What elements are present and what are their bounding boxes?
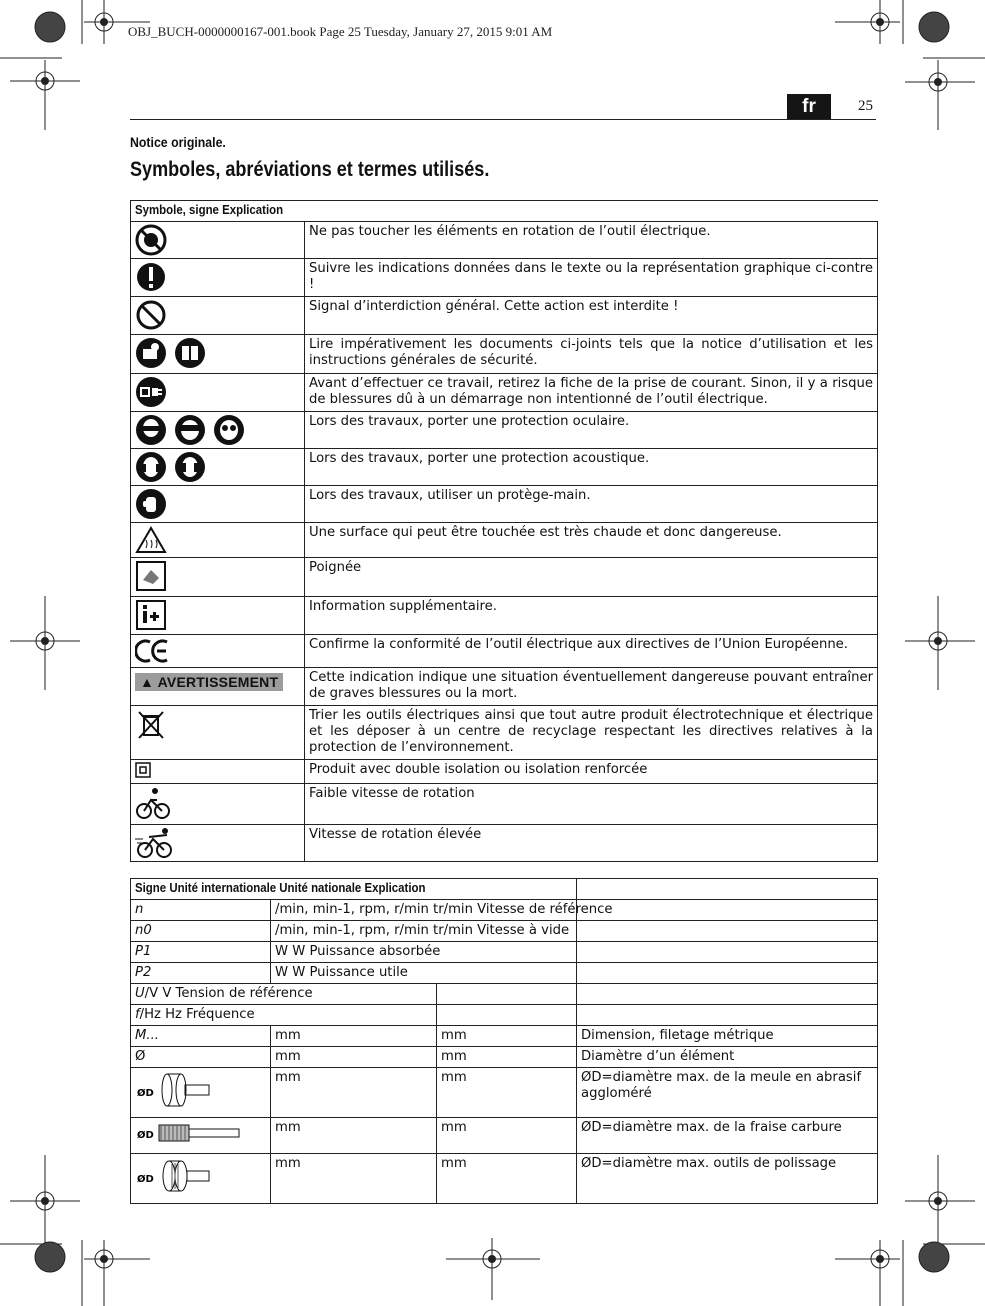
table-row: [131, 784, 878, 825]
symbol-explanation: Confirme la conformité de l’outil électrique aux directives de l’Union Européenne.: [305, 635, 878, 668]
information-book-icon: [174, 337, 206, 369]
svg-text:ØD: ØD: [137, 1130, 154, 1141]
table-row: [131, 297, 878, 335]
table-row: [131, 222, 878, 259]
symbol-explanation: Produit avec double isolation ou isolation renforcée: [305, 760, 878, 784]
table-row: [131, 335, 878, 374]
intl-unit-cell: mm: [271, 1026, 437, 1047]
table-row: [131, 1118, 878, 1154]
sign-cell: M...: [131, 1026, 271, 1047]
national-unit-cell: mm: [437, 1154, 577, 1204]
table-row: [131, 259, 878, 297]
national-unit-cell: mm: [437, 1047, 577, 1068]
table-row: [131, 921, 878, 942]
units-cell: U/V V Tension de référence: [131, 984, 437, 1005]
crossed-bin-icon: [135, 708, 167, 742]
svg-text:ØD: ØD: [137, 1088, 154, 1099]
safety-glasses-icon: [213, 414, 245, 446]
color-wheel-icon: [35, 1242, 65, 1272]
table-row: [131, 558, 878, 597]
units-cell: /min, min-1, rpm, r/min tr/min Vitesse de référence: [271, 900, 577, 921]
header-divider: [130, 119, 876, 120]
explanation-cell: ØD=diamètre max. outils de polissage: [577, 1154, 878, 1204]
symbol-explanation: Poignée: [305, 558, 878, 597]
sign-cell: P2: [131, 963, 271, 984]
sign-cell: n: [131, 900, 271, 921]
svg-text:ØD: ØD: [137, 1174, 154, 1185]
table-row: [131, 963, 878, 984]
language-badge: fr: [787, 94, 831, 120]
national-unit-cell: mm: [437, 1026, 577, 1047]
table-row: [131, 760, 878, 784]
explanation-cell: ØD=diamètre max. de la fraise carbure: [577, 1118, 878, 1154]
national-unit-cell: mm: [437, 1118, 577, 1154]
table-row: [131, 984, 878, 1005]
table-row: [131, 1005, 878, 1026]
page-number: 25: [858, 98, 873, 114]
table-row: [131, 942, 878, 963]
units-cell: W W Puissance utile: [271, 963, 577, 984]
table-row: [131, 1047, 878, 1068]
symbol-explanation: Signal d’interdiction général. Cette action est interdite !: [305, 297, 878, 335]
page-title: Symboles, abréviations et termes utilisés.: [130, 158, 490, 181]
ear-muffs-icon: [135, 451, 167, 483]
table-row: [131, 900, 878, 921]
units-table: [130, 878, 878, 1204]
symbols-table: [130, 200, 878, 862]
color-wheel-icon: [35, 12, 65, 42]
read-manual-icon: [135, 337, 167, 369]
table-row: [131, 486, 878, 523]
prohibition-icon: [135, 299, 167, 331]
face-shield-icon: [174, 414, 206, 446]
warning-badge: ▲ AVERTISSEMENT: [135, 673, 283, 691]
table-row: [131, 597, 878, 635]
national-unit-cell: mm: [437, 1068, 577, 1118]
ear-protection-icon: [174, 451, 206, 483]
symbol-explanation: Avant d’effectuer ce travail, retirez la fiche de la prise de courant. Sinon, il y a risque de blessures dû à un démarrage non intentionné de l’outil électrique.: [305, 374, 878, 412]
symbol-explanation: Information supplémentaire.: [305, 597, 878, 635]
table-row: [131, 1154, 878, 1204]
symbol-explanation: Ne pas toucher les éléments en rotation de l’outil électrique.: [305, 222, 878, 259]
table-row: [131, 523, 878, 558]
symbol-explanation: Trier les outils électriques ainsi que tout autre produit électrotechnique et électrique et les déposer à un centre de recyclage respectant les directives relatives à la protection de l’environnement.: [305, 706, 878, 760]
table-row: [131, 825, 878, 862]
table-row: [131, 706, 878, 760]
table-row: [131, 449, 878, 486]
units-cell: f/Hz Hz Fréquence: [131, 1005, 437, 1026]
sign-cell: n0: [131, 921, 271, 942]
symbol-explanation: Une surface qui peut être touchée est très chaude et donc dangereuse.: [305, 523, 878, 558]
double-insulation-icon: [135, 762, 151, 778]
glove-icon: [135, 488, 167, 520]
table-row: [131, 412, 878, 449]
table-row: [131, 668, 878, 706]
ce-mark-icon: [135, 637, 171, 665]
goggles-icon: [135, 414, 167, 446]
sign-cell: Ø: [131, 1047, 271, 1068]
symbol-explanation: Lire impérativement les documents ci-joints tels que la notice d’utilisation et les instructions générales de sécurité.: [305, 335, 878, 374]
table-row: [131, 1026, 878, 1047]
symbol-explanation: Lors des travaux, porter une protection acoustique.: [305, 449, 878, 486]
abrasive-wheel-diagram: [135, 1070, 215, 1110]
symbols-table-header: Symbole, signe Explication: [131, 201, 878, 222]
sign-cell: P1: [131, 942, 271, 963]
slow-bicycle-icon: [135, 786, 171, 820]
intl-unit-cell: mm: [271, 1047, 437, 1068]
symbol-explanation: Vitesse de rotation élevée: [305, 825, 878, 862]
carbide-cutter-diagram: [135, 1120, 245, 1146]
explanation-cell: Diamètre d’un élément: [577, 1047, 878, 1068]
symbol-explanation: Lors des travaux, porter une protection oculaire.: [305, 412, 878, 449]
symbol-explanation: Suivre les indications données dans le texte ou la représentation graphique ci-contre !: [305, 259, 878, 297]
intl-unit-cell: mm: [271, 1118, 437, 1154]
intl-unit-cell: mm: [271, 1068, 437, 1118]
polishing-tool-diagram: [135, 1156, 215, 1196]
original-notice-label: Notice originale.: [130, 134, 226, 150]
color-wheel-icon: [919, 12, 949, 42]
explanation-cell: Dimension, filetage métrique: [577, 1026, 878, 1047]
table-row: [131, 1068, 878, 1118]
table-row: [131, 635, 878, 668]
info-plus-icon: [135, 599, 167, 631]
fast-bicycle-icon: [135, 827, 175, 859]
table-row: [131, 374, 878, 412]
unplug-icon: [135, 376, 167, 408]
mandatory-exclamation-icon: [135, 261, 167, 293]
handle-icon: [135, 560, 167, 592]
print-header: OBJ_BUCH-0000000167-001.book Page 25 Tuesday, January 27, 2015 9:01 AM: [128, 24, 553, 39]
units-cell: W W Puissance absorbée: [271, 942, 577, 963]
no-touch-rotating-icon: [135, 224, 167, 256]
symbol-explanation: Cette indication indique une situation éventuellement dangereuse pouvant entraîner de graves blessures ou la mort.: [305, 668, 878, 706]
explanation-cell: ØD=diamètre max. de la meule en abrasif aggloméré: [577, 1068, 878, 1118]
hot-surface-icon: [135, 525, 167, 555]
symbol-explanation: Faible vitesse de rotation: [305, 784, 878, 825]
units-table-header: Signe Unité internationale Unité nationale Explication: [131, 879, 577, 900]
units-cell: /min, min-1, rpm, r/min tr/min Vitesse à vide: [271, 921, 577, 942]
color-wheel-icon: [919, 1242, 949, 1272]
symbol-explanation: Lors des travaux, utiliser un protège-main.: [305, 486, 878, 523]
intl-unit-cell: mm: [271, 1154, 437, 1204]
